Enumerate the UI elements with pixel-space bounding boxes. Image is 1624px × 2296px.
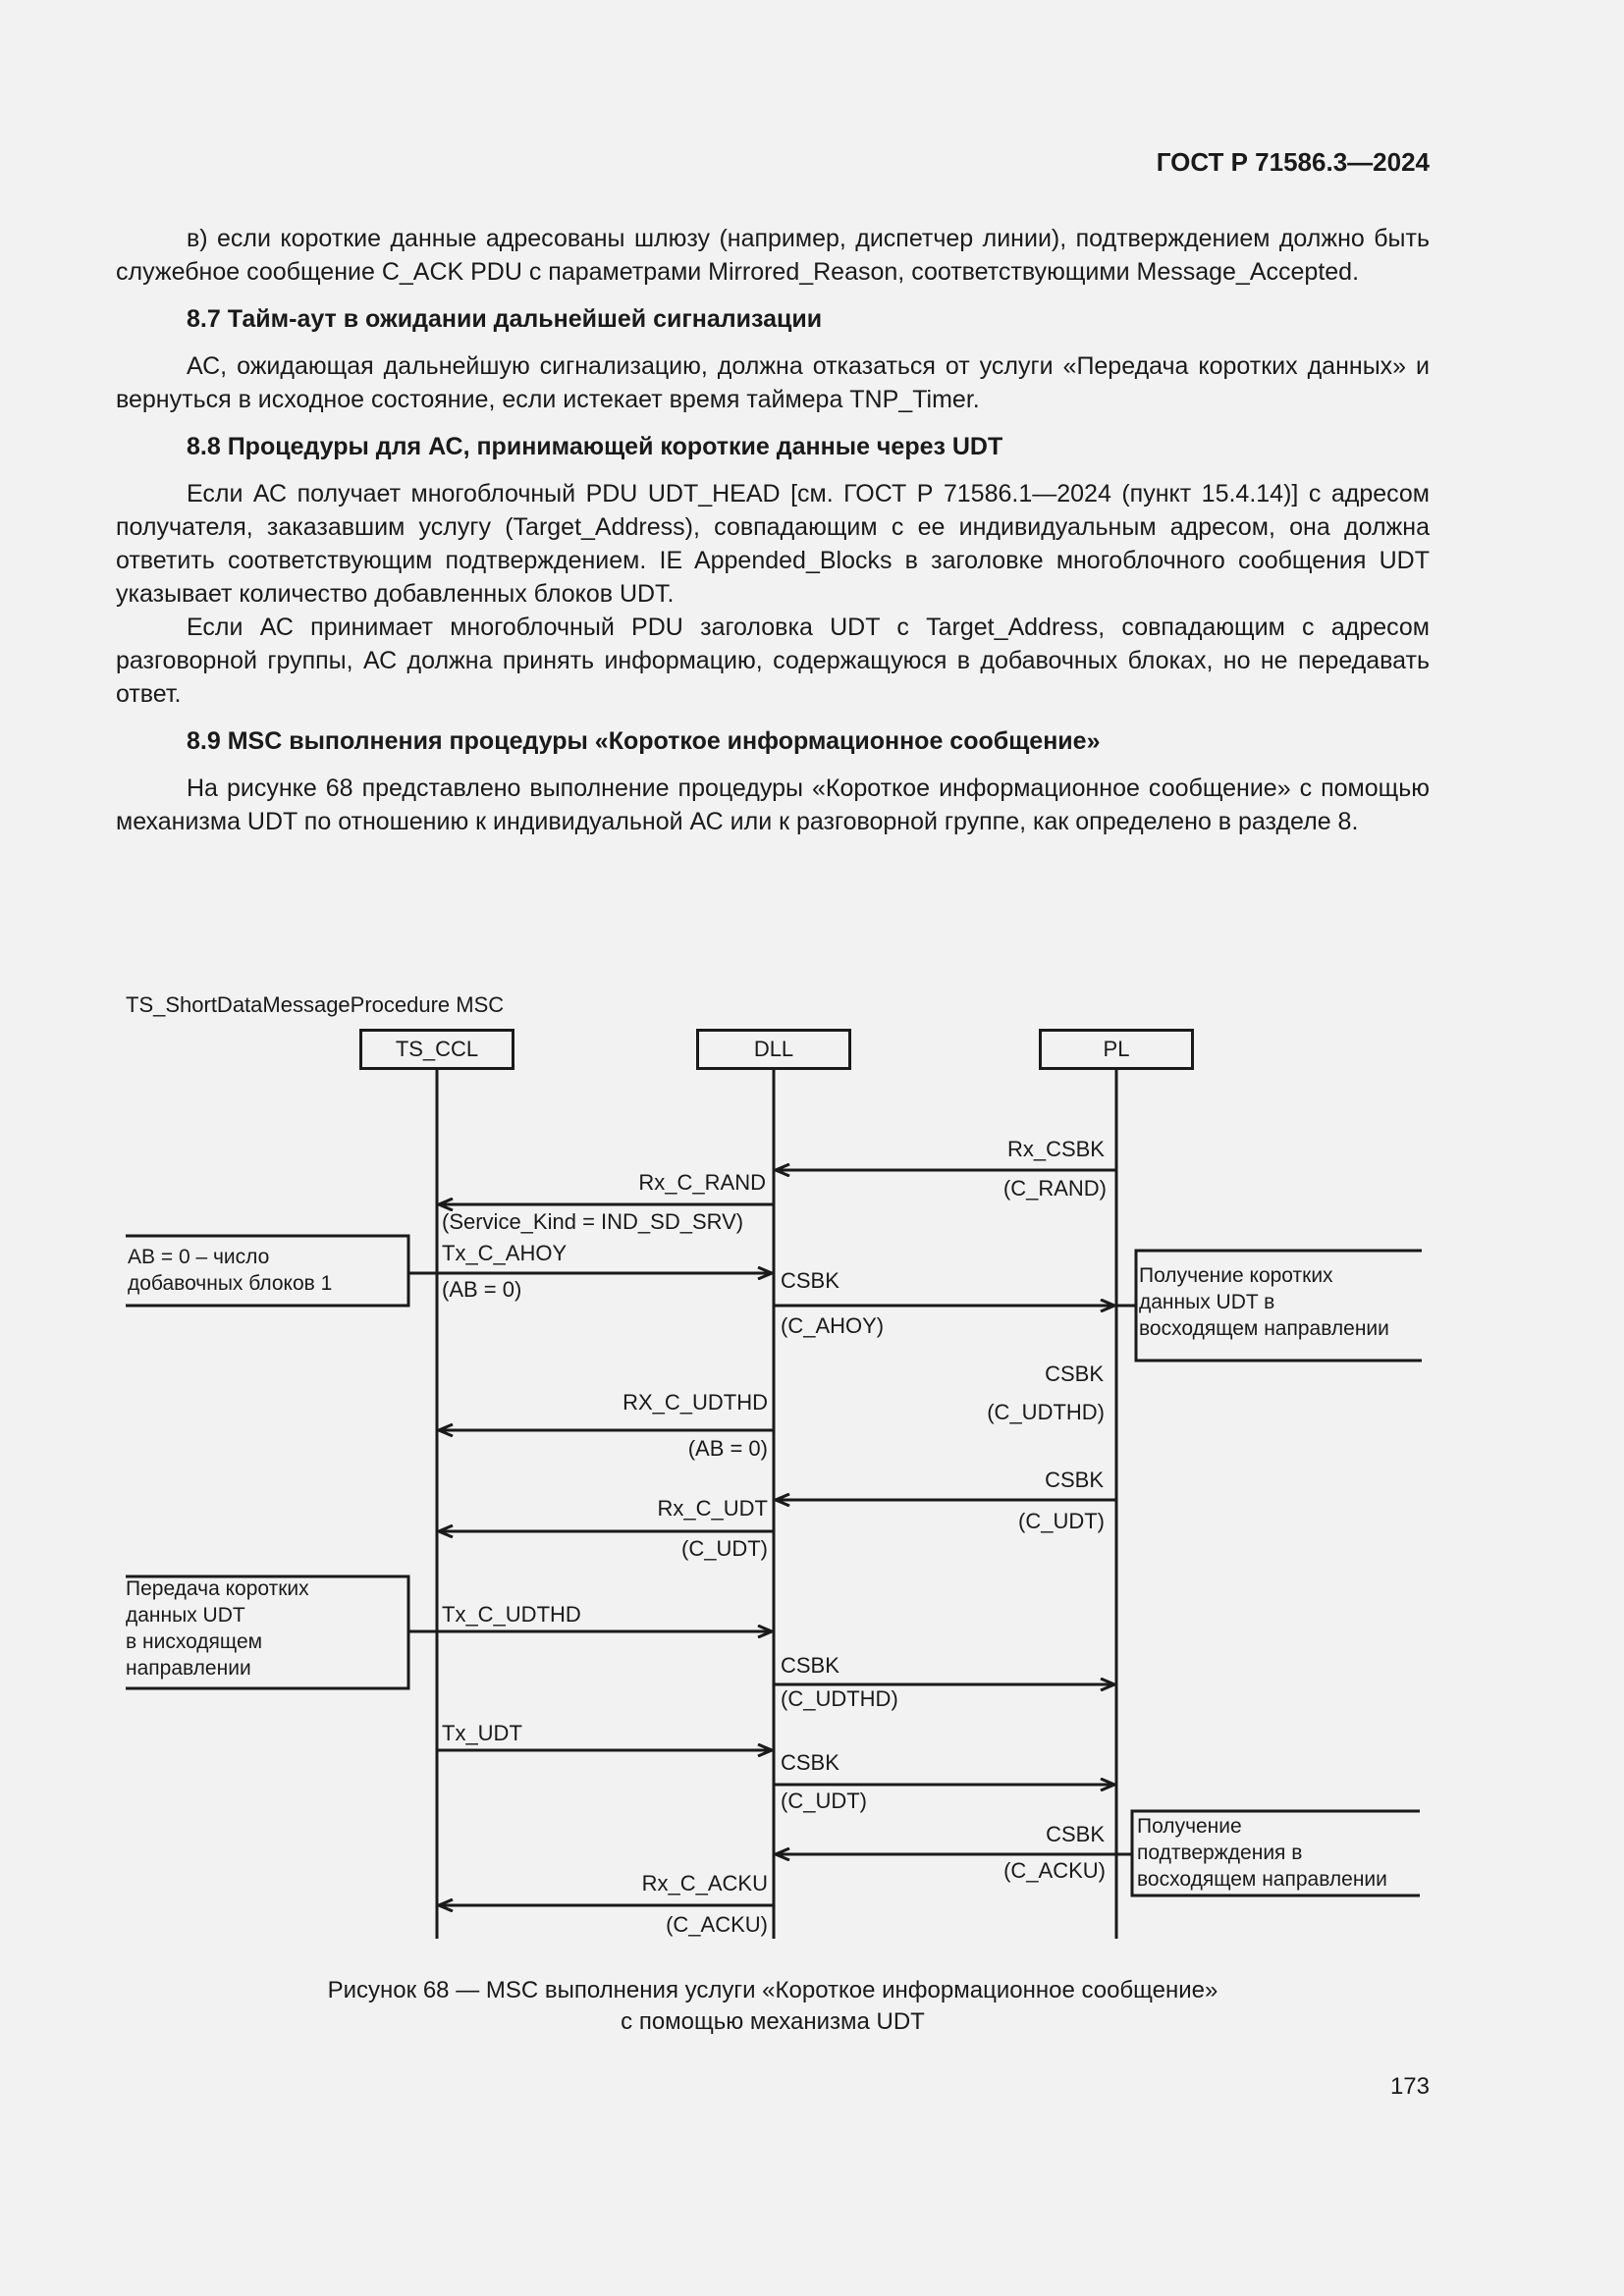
- label-service-kind: (Service_Kind = IND_SD_SRV): [442, 1209, 744, 1234]
- note-rx-ack-line: Получение: [1137, 1815, 1242, 1838]
- note-rx-ack-line: подтверждения в: [1137, 1842, 1303, 1864]
- note-rx-short-line: Получение коротких: [1139, 1264, 1333, 1287]
- label-csbk-udt-in: CSBK: [1045, 1468, 1104, 1492]
- figure-caption: [0, 1975, 1545, 2038]
- label-ab0-2: (AB = 0): [687, 1436, 768, 1461]
- note-ab-line: AB = 0 – число: [128, 1246, 270, 1268]
- label-c-ahoy: (C_AHOY): [781, 1313, 885, 1338]
- note-ab-text: [128, 1244, 332, 1297]
- label-csbk-udthd-in: CSBK: [1045, 1362, 1104, 1386]
- note-tx-short-line: Передача коротких: [126, 1577, 309, 1600]
- label-c-udthd-out: (C_UDTHD): [781, 1686, 898, 1711]
- heading-8-8: 8.8 Процедуры для АС, принимающей короткие данные через UDT: [187, 433, 1003, 460]
- entity-dll: DLL: [696, 1029, 851, 1070]
- label-rx-c-acku: Rx_C_ACKU: [641, 1871, 768, 1896]
- figure-title: TS_ShortDataMessageProcedure MSC: [126, 992, 505, 1017]
- paragraph-gateway-ack: в) если короткие данные адресованы шлюзу (например, диспетчер линии), подтверждением должно быть служебное сообщение C_ACK PDU с параметрами Mirrored_Reason, соответствующими Message_Accepted.: [116, 225, 1430, 286]
- note-rx-ack-text: [1137, 1813, 1387, 1893]
- label-c-udt-up: (C_UDT): [681, 1536, 768, 1561]
- label-c-udt-out: (C_UDT): [781, 1789, 867, 1813]
- label-csbk-ahoy: CSBK: [781, 1268, 839, 1293]
- note-rx-short-line: восходящем направлении: [1139, 1317, 1389, 1340]
- heading-8-7: 8.7 Тайм-аут в ожидании дальнейшей сигнализации: [187, 305, 823, 333]
- paragraph-individual-udt: Если АС получает многоблочный PDU UDT_HEAD [см. ГОСТ Р 71586.1—2024 (пункт 15.4.14)] с адресом получателя, заказавшим услугу (Target_Address), совпадающим с ее индивидуальным адресом, она должна ответить соответствующим подтверждением. IE Appended_Blocks в заголовке многоблочного сообщения UDT указывает количество добавленных блоков UDT.: [116, 480, 1430, 608]
- label-rx-c-udt: Rx_C_UDT: [657, 1496, 768, 1521]
- note-rx-short-text: [1139, 1262, 1389, 1342]
- label-c-udt-in: (C_UDT): [1018, 1509, 1105, 1533]
- note-box-rx-ack: [1132, 1811, 1420, 1896]
- figure-caption-line: с помощью механизма UDT: [621, 2008, 925, 2035]
- label-c-acku-in: (C_ACKU): [1003, 1858, 1106, 1883]
- paragraph-timeout: АС, ожидающая дальнейшую сигнализацию, должна отказаться от услуги «Передача коротких данных» и вернуться в исходное состояние, если истекает время таймера TNP_Timer.: [116, 352, 1430, 413]
- label-tx-c-udthd: Tx_C_UDTHD: [442, 1602, 581, 1627]
- label-c-acku-up: (C_ACKU): [666, 1912, 768, 1937]
- label-rx-c-rand: Rx_C_RAND: [638, 1170, 766, 1195]
- note-tx-short-line: данных UDT: [126, 1604, 245, 1627]
- label-rx-csbk: Rx_CSBK: [1006, 1137, 1105, 1161]
- label-rx-c-udthd: RX_C_UDTHD: [623, 1390, 768, 1415]
- entity-pl: PL: [1039, 1029, 1194, 1070]
- note-tx-short-line: направлении: [126, 1657, 251, 1680]
- paragraph-group-udt: Если АС принимает многоблочный PDU заголовка UDT с Target_Address, совпадающим с адресом разговорной группы, АС должна принять информацию, содержащуюся в добавочных блоках, но не передавать ответ.: [116, 614, 1430, 708]
- label-tx-udt: Tx_UDT: [442, 1721, 522, 1745]
- label-ab0: (AB = 0): [442, 1277, 522, 1302]
- body-text: [116, 222, 1430, 838]
- label-csbk-udthd-out: CSBK: [781, 1653, 839, 1678]
- label-c-udthd-in: (C_UDTHD): [987, 1400, 1105, 1424]
- heading-8-9: 8.9 MSC выполнения процедуры «Короткое информационное сообщение»: [187, 727, 1101, 755]
- page-number: 173: [1389, 2073, 1430, 2100]
- note-tx-short-line: в нисходящем: [126, 1630, 263, 1653]
- figure-caption-line: Рисунок 68 — MSC выполнения услуги «Короткое информационное сообщение»: [327, 1977, 1218, 2003]
- document-id-header: ГОСТ Р 71586.3—2024: [1156, 147, 1430, 177]
- label-c-rand: (C_RAND): [1002, 1176, 1107, 1201]
- note-ab-line: добавочных блоков 1: [128, 1272, 333, 1295]
- label-csbk-udt-out: CSBK: [781, 1750, 839, 1775]
- note-tx-short-text: [126, 1575, 309, 1682]
- note-rx-short-line: данных UDT в: [1139, 1291, 1275, 1313]
- label-tx-c-ahoy: Tx_C_AHOY: [442, 1241, 568, 1265]
- label-csbk-acku: CSBK: [1046, 1822, 1105, 1846]
- note-box-rx-short: [1136, 1251, 1422, 1361]
- entity-ts-ccl: TS_CCL: [359, 1029, 514, 1070]
- paragraph-figure-intro: На рисунке 68 представлено выполнение процедуры «Короткое информационное сообщение» с помощью механизма UDT по отношению к индивидуальной АС или к разговорной группе, как определено в разделе 8.: [116, 774, 1430, 835]
- note-box-tx-short: [126, 1576, 408, 1688]
- note-box-ab: [126, 1236, 408, 1306]
- note-rx-ack-line: восходящем направлении: [1137, 1868, 1387, 1891]
